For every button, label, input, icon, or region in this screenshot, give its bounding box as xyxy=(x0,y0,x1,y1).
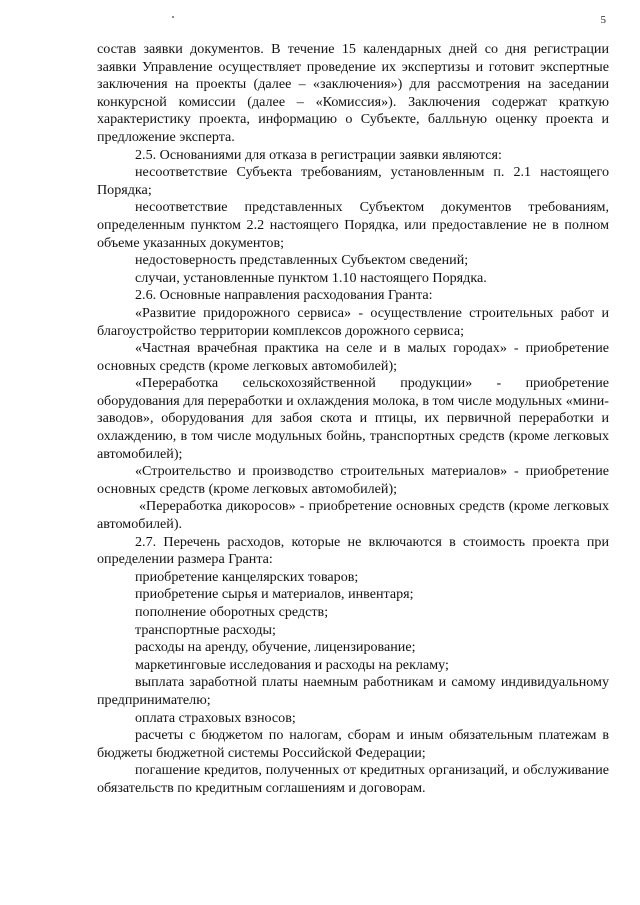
list-item-stationery: приобретение канцелярских товаров; xyxy=(135,568,359,585)
paragraph-2-6-heading: 2.6. Основные направления расходования Гранта: xyxy=(135,287,433,304)
list-item-loan-repayment: погашение кредитов, полученных от кредитных организаций, и обслуживание обязательств по кредитным соглашениям и договорам. xyxy=(97,762,609,796)
list-item-roadside-service: «Развитие придорожного сервиса» - осуществление строительных работ и благоустройство территории комплексов дорожного сервиса; xyxy=(97,304,609,339)
list-item-working-capital: пополнение оборотных средств; xyxy=(135,604,329,620)
list-item-refusal-documents: несоответствие представленных Субъектом документов требованиям, определенным пунктом 2.2 настоящего Порядка, или предоставление не в полном объеме указанных документов; xyxy=(97,199,609,251)
list-item-refusal-cases: случаи, установленные пунктом 1.10 настоящего Порядка. xyxy=(135,269,487,286)
document-body xyxy=(97,41,609,798)
paragraph-2-5-heading: 2.5. Основаниями для отказа в регистрации заявки являются: xyxy=(135,146,502,163)
paragraph-application-review: состав заявки документов. В течение 15 календарных дней со дня регистрации заявки Управление осуществляет проведение их экспертизы и готовит экспертные заключения на проекты (далее – «заключения») для рассмотрения на заседании конкурсной комиссии (далее – «Комиссия»). Заключения содержат краткую характеристику проекта, информацию о Субъекте, балльную оценку проекта и предложение эксперта. xyxy=(97,41,609,145)
list-item-rent-training: расходы на аренду, обучение, лицензирование; xyxy=(135,639,416,656)
scan-speck xyxy=(172,16,174,18)
list-item-insurance: оплата страховых взносов; xyxy=(135,709,296,726)
list-item-raw-materials: приобретение сырья и материалов, инвентаря; xyxy=(135,586,414,603)
list-item-marketing: маркетинговые исследования и расходы на рекламу; xyxy=(135,656,449,673)
list-item-private-practice: «Частная врачебная практика на селе и в малых городах» - приобретение основных средств (кроме легковых автомобилей); xyxy=(97,340,609,374)
page-number: 5 xyxy=(600,14,606,26)
list-item-agri-processing: «Переработка сельскохозяйственной продукции» - приобретение оборудования для переработки и охлаждения молока, в том числе модульных «мини-заводов», оборудования для забоя скота и птицы, их первичной переработки и охлаждению, в том числе модульных бойнь, транспортных средств (кроме легковых автомобилей); xyxy=(97,375,609,462)
list-item-wild-products: «Переработка дикоросов» - приобретение основных средств (кроме легковых автомобилей). xyxy=(97,498,609,533)
paragraph-2-7-heading: 2.7. Перечень расходов, которые не включаются в стоимость проекта при определении размера Гранта: xyxy=(97,533,609,568)
list-item-transport: транспортные расходы; xyxy=(135,621,276,638)
list-item-salary: выплата заработной платы наемным работникам и самому индивидуальному предпринимателю; xyxy=(97,674,609,708)
list-item-refusal-unreliable: недостоверность представленных Субъектом сведений; xyxy=(135,252,469,269)
list-item-tax-payments: расчеты с бюджетом по налогам, сборам и иным обязательным платежам в бюджеты бюджетной системы Российской Федерации; xyxy=(97,727,609,761)
list-item-construction: «Строительство и производство строительных материалов» - приобретение основных средств (кроме легковых автомобилей); xyxy=(97,463,609,497)
list-item-refusal-requirements: несоответствие Субъекта требованиям, установленным п. 2.1 настоящего Порядка; xyxy=(97,164,609,198)
